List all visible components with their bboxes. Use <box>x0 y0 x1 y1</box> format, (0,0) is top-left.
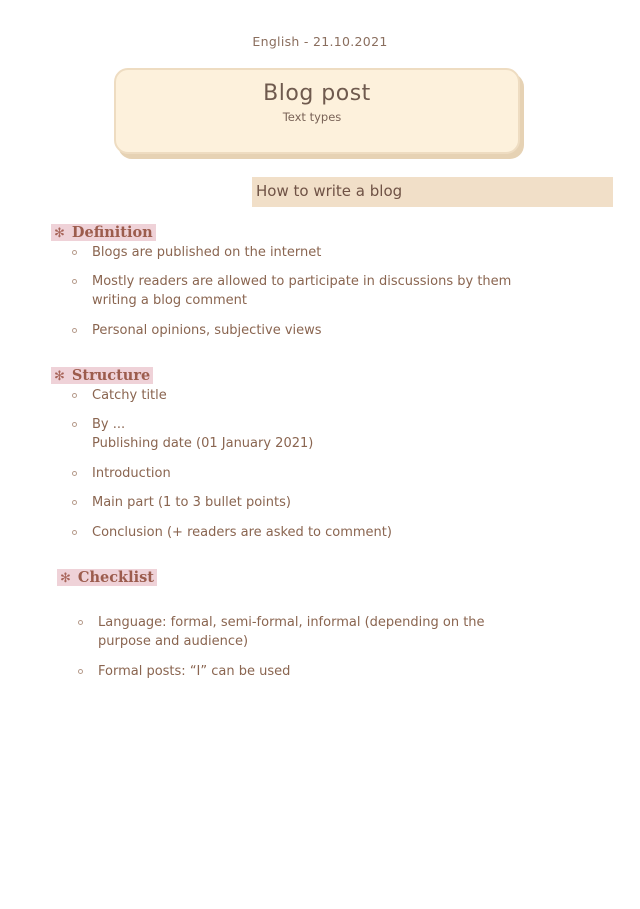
list-item-text: Conclusion (+ readers are asked to comment) <box>92 525 392 540</box>
circle-bullet-icon <box>72 328 77 333</box>
list-item-text: Catchy title <box>92 388 167 403</box>
circle-bullet-icon <box>72 500 77 505</box>
circle-bullet-icon <box>72 393 77 398</box>
section-heading-label: Definition <box>71 224 153 241</box>
list-item <box>92 464 171 483</box>
circle-bullet-icon <box>72 471 77 476</box>
circle-bullet-icon <box>72 530 77 535</box>
list-item <box>92 493 291 512</box>
list-item-text: Personal opinions, subjective views <box>92 323 322 338</box>
section-heading-structure <box>51 367 153 384</box>
circle-bullet-icon <box>72 422 77 427</box>
circle-bullet-icon <box>72 250 77 255</box>
list-item-text: writing a blog comment <box>92 293 247 308</box>
list-item <box>92 243 321 262</box>
asterisk-icon: ✻ <box>54 226 65 241</box>
section-heading-checklist <box>57 569 157 586</box>
section-heading-label: Checklist <box>77 569 154 586</box>
title-box <box>114 68 520 154</box>
list-item-text: By ... <box>92 417 126 432</box>
circle-bullet-icon <box>78 620 83 625</box>
list-item-text: Mostly readers are allowed to participate in discussions by them <box>92 274 512 289</box>
circle-bullet-icon <box>72 279 77 284</box>
list-item-text: Introduction <box>92 466 171 481</box>
list-item <box>98 613 511 651</box>
list-item <box>92 386 167 405</box>
list-item <box>98 662 290 681</box>
list-item <box>92 415 313 453</box>
circle-bullet-icon <box>78 669 83 674</box>
subheading-band <box>252 177 613 207</box>
asterisk-icon: ✻ <box>54 369 65 384</box>
section-heading-definition <box>51 224 156 241</box>
page-title: Blog post <box>263 81 371 106</box>
list-item <box>92 272 511 310</box>
list-item-text: Blogs are published on the internet <box>92 245 322 260</box>
list-item-text: Formal posts: “I” can be used <box>98 664 291 679</box>
asterisk-icon: ✻ <box>60 571 71 586</box>
page-subtitle: Text types <box>282 110 342 124</box>
list-item <box>92 523 392 542</box>
list-item-text: Main part (1 to 3 bullet points) <box>92 495 291 510</box>
section-heading-label: Structure <box>71 367 151 384</box>
document-header: English - 21.10.2021 <box>252 34 388 49</box>
list-item-text: purpose and audience) <box>98 634 249 649</box>
list-item-text: Publishing date (01 January 2021) <box>92 436 314 451</box>
list-item-text: Language: formal, semi-formal, informal (depending on the <box>98 615 485 630</box>
subheading-text: How to write a blog <box>256 182 403 200</box>
list-item <box>92 321 322 340</box>
